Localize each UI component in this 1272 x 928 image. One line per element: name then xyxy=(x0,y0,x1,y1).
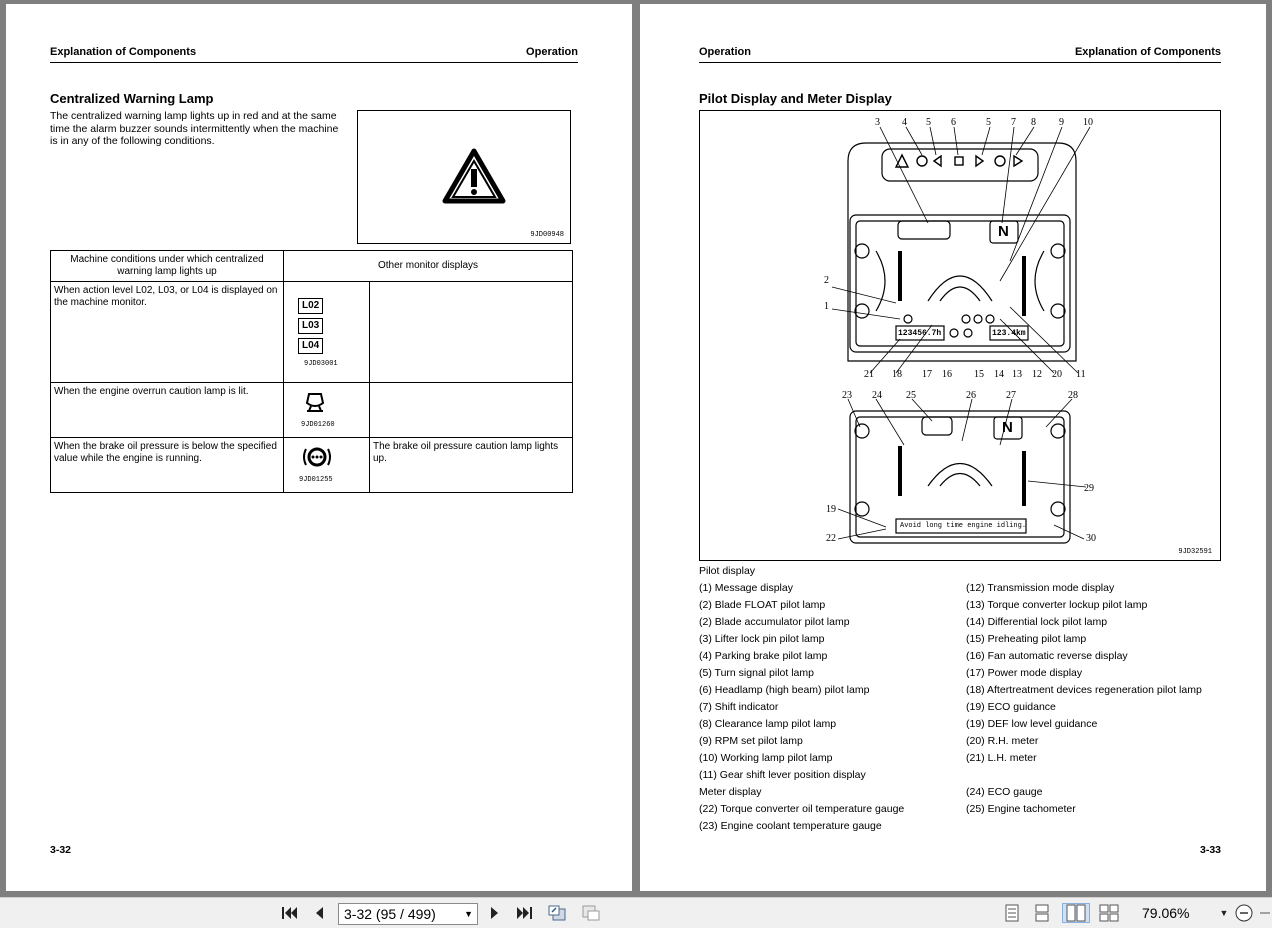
callout-label: 2 xyxy=(824,275,829,286)
pilot-display-figure xyxy=(699,110,1221,561)
zoom-dropdown-icon[interactable]: ▼ xyxy=(1219,908,1229,918)
left-page xyxy=(6,4,632,891)
list-item: (15) Preheating pilot lamp xyxy=(966,633,1087,645)
list-item: (12) Transmission mode display xyxy=(966,582,1115,594)
l02-icon: L02 xyxy=(298,298,323,314)
go-back-view-icon[interactable] xyxy=(546,903,568,923)
intro-text: The centralized warning lamp lights up in red and at the same time the alarm buzzer sounds intermittently when the machine is in any of the following conditions. xyxy=(50,110,339,147)
meter-display-heading: Meter display xyxy=(699,786,762,798)
table-row xyxy=(51,438,573,493)
page-title: Centralized Warning Lamp xyxy=(50,91,214,106)
list-item: (1) Message display xyxy=(699,582,793,594)
trip-display: 123.4km xyxy=(992,329,1026,338)
table-row xyxy=(51,383,573,438)
callout-label: 29 xyxy=(1084,483,1094,494)
shift-indicator-meter: N xyxy=(1002,419,1013,436)
list-item: (6) Headlamp (high beam) pilot lamp xyxy=(699,684,870,696)
monitor-diagram xyxy=(700,111,1220,560)
page-select[interactable] xyxy=(338,903,478,925)
callout-label: 8 xyxy=(1031,117,1036,128)
callout-label: 3 xyxy=(875,117,880,128)
list-item: (3) Lifter lock pin pilot lamp xyxy=(699,633,825,645)
l04-icon: L04 xyxy=(298,338,323,354)
list-item: (21) L.H. meter xyxy=(966,752,1037,764)
callout-label: 5 xyxy=(986,117,991,128)
zoom-slider-handle[interactable] xyxy=(1258,903,1272,923)
callout-label: 6 xyxy=(951,117,956,128)
header-right-text: Operation xyxy=(526,46,578,58)
list-item: (22) Torque converter oil temperature gauge xyxy=(699,803,905,815)
list-item: (18) Aftertreatment devices regeneration pilot lamp xyxy=(966,684,1202,696)
engine-overrun-icon-cell xyxy=(284,383,370,438)
page-indicator: 3-32 (95 / 499) xyxy=(344,906,436,922)
callout-label: 24 xyxy=(872,390,882,401)
page-title: Pilot Display and Meter Display xyxy=(699,91,892,106)
facing-view-icon[interactable] xyxy=(1062,903,1090,923)
figure-code: 9JD32591 xyxy=(1178,548,1212,556)
icon-code: 9JD03001 xyxy=(304,360,338,368)
conditions-table xyxy=(50,250,573,493)
list-item: (16) Fan automatic reverse display xyxy=(966,650,1128,662)
list-item: (10) Working lamp pilot lamp xyxy=(699,752,833,764)
callout-label: 7 xyxy=(1011,117,1016,128)
callout-label: 13 xyxy=(1012,369,1022,380)
pilot-list-col1 xyxy=(699,563,904,835)
page-number: 3-33 xyxy=(1199,844,1221,856)
callout-label: 1 xyxy=(824,301,829,312)
table-row xyxy=(51,282,573,383)
note-cell xyxy=(370,383,573,438)
condition-cell: When the engine overrun caution lamp is lit. xyxy=(51,383,284,438)
zoom-out-icon[interactable] xyxy=(1234,903,1254,923)
action-level-icons xyxy=(284,282,370,383)
continuous-view-icon[interactable] xyxy=(1032,903,1052,923)
first-page-icon[interactable] xyxy=(278,903,300,923)
viewer-toolbar xyxy=(0,897,1272,928)
list-item: (20) R.H. meter xyxy=(966,735,1039,747)
figure-code: 9JD00948 xyxy=(530,231,564,239)
callout-label: 26 xyxy=(966,390,976,401)
list-item: (8) Clearance lamp pilot lamp xyxy=(699,718,837,730)
warning-lamp-figure xyxy=(357,110,571,244)
previous-page-icon[interactable] xyxy=(310,903,328,923)
right-page xyxy=(640,4,1266,891)
list-item: (17) Power mode display xyxy=(966,667,1083,679)
header-right-text: Explanation of Components xyxy=(1074,46,1221,58)
callout-label: 20 xyxy=(1052,369,1062,380)
callout-label: 19 xyxy=(826,504,836,515)
pilot-list-col2 xyxy=(966,580,1202,818)
callout-label: 28 xyxy=(1068,390,1078,401)
list-item: (23) Engine coolant temperature gauge xyxy=(699,820,882,832)
table-header-conditions: Machine conditions under which centralized warning lamp lights up xyxy=(51,251,284,282)
list-item: (7) Shift indicator xyxy=(699,701,779,713)
list-item: (24) ECO gauge xyxy=(966,786,1043,798)
list-item: (14) Differential lock pilot lamp xyxy=(966,616,1108,628)
callout-label: 4 xyxy=(902,117,907,128)
icon-code: 9JD01260 xyxy=(301,421,335,429)
callout-label: 21 xyxy=(864,369,874,380)
callout-label: 30 xyxy=(1086,533,1096,544)
callout-label: 10 xyxy=(1083,117,1093,128)
callout-label: 27 xyxy=(1006,390,1016,401)
list-item: (19) ECO guidance xyxy=(966,701,1056,713)
chevron-down-icon: ▼ xyxy=(464,909,473,919)
brake-oil-pressure-icon xyxy=(302,446,332,468)
callout-label: 22 xyxy=(826,533,836,544)
list-item: (2) Blade FLOAT pilot lamp xyxy=(699,599,826,611)
note-cell: The brake oil pressure caution lamp lights up. xyxy=(370,438,573,493)
condition-cell: When action level L02, L03, or L04 is displayed on the machine monitor. xyxy=(51,282,284,383)
single-page-view-icon[interactable] xyxy=(1002,903,1022,923)
callout-label: 9 xyxy=(1059,117,1064,128)
next-page-icon[interactable] xyxy=(486,903,504,923)
callout-label: 11 xyxy=(1076,369,1086,380)
callout-label: 15 xyxy=(974,369,984,380)
table-header-displays: Other monitor displays xyxy=(284,251,573,282)
note-cell xyxy=(370,282,573,383)
right-page-header xyxy=(699,46,1221,63)
zoom-level[interactable]: 79.06% xyxy=(1142,905,1190,921)
callout-label: 12 xyxy=(1032,369,1042,380)
callout-label: 17 xyxy=(922,369,932,380)
list-item: (19) DEF low level guidance xyxy=(966,718,1098,730)
left-page-header xyxy=(50,46,578,63)
list-item: (4) Parking brake pilot lamp xyxy=(699,650,828,662)
pilot-display-heading: Pilot display xyxy=(699,565,756,577)
message-display: Avoid long time engine idling. xyxy=(900,522,1027,530)
l03-icon: L03 xyxy=(298,318,323,334)
list-item: (25) Engine tachometer xyxy=(966,803,1076,815)
callout-label: 23 xyxy=(842,390,852,401)
page-number: 3-32 xyxy=(50,844,72,856)
continuous-facing-view-icon[interactable] xyxy=(1098,903,1120,923)
list-item: (2) Blade accumulator pilot lamp xyxy=(699,616,850,628)
go-forward-view-icon[interactable] xyxy=(580,903,602,923)
icon-code: 9JD01255 xyxy=(299,476,333,484)
callout-label: 5 xyxy=(926,117,931,128)
list-item: (13) Torque converter lockup pilot lamp xyxy=(966,599,1148,611)
list-item: (5) Turn signal pilot lamp xyxy=(699,667,814,679)
condition-cell: When the brake oil pressure is below the specified value while the engine is running. xyxy=(51,438,284,493)
brake-oil-icon-cell xyxy=(284,438,370,493)
last-page-icon[interactable] xyxy=(514,903,536,923)
header-left-text: Operation xyxy=(699,46,751,58)
callout-label: 16 xyxy=(942,369,952,380)
warning-triangle-icon xyxy=(358,111,570,243)
header-left-text: Explanation of Components xyxy=(50,46,197,58)
callout-label: 14 xyxy=(994,369,1004,380)
callout-label: 18 xyxy=(892,369,902,380)
shift-indicator: N xyxy=(998,223,1009,240)
callout-label: 25 xyxy=(906,390,916,401)
odometer-display: 123456.7h xyxy=(898,329,942,338)
list-item: (11) Gear shift lever position display xyxy=(699,769,866,781)
list-item: (9) RPM set pilot lamp xyxy=(699,735,803,747)
engine-overrun-icon xyxy=(304,391,326,413)
